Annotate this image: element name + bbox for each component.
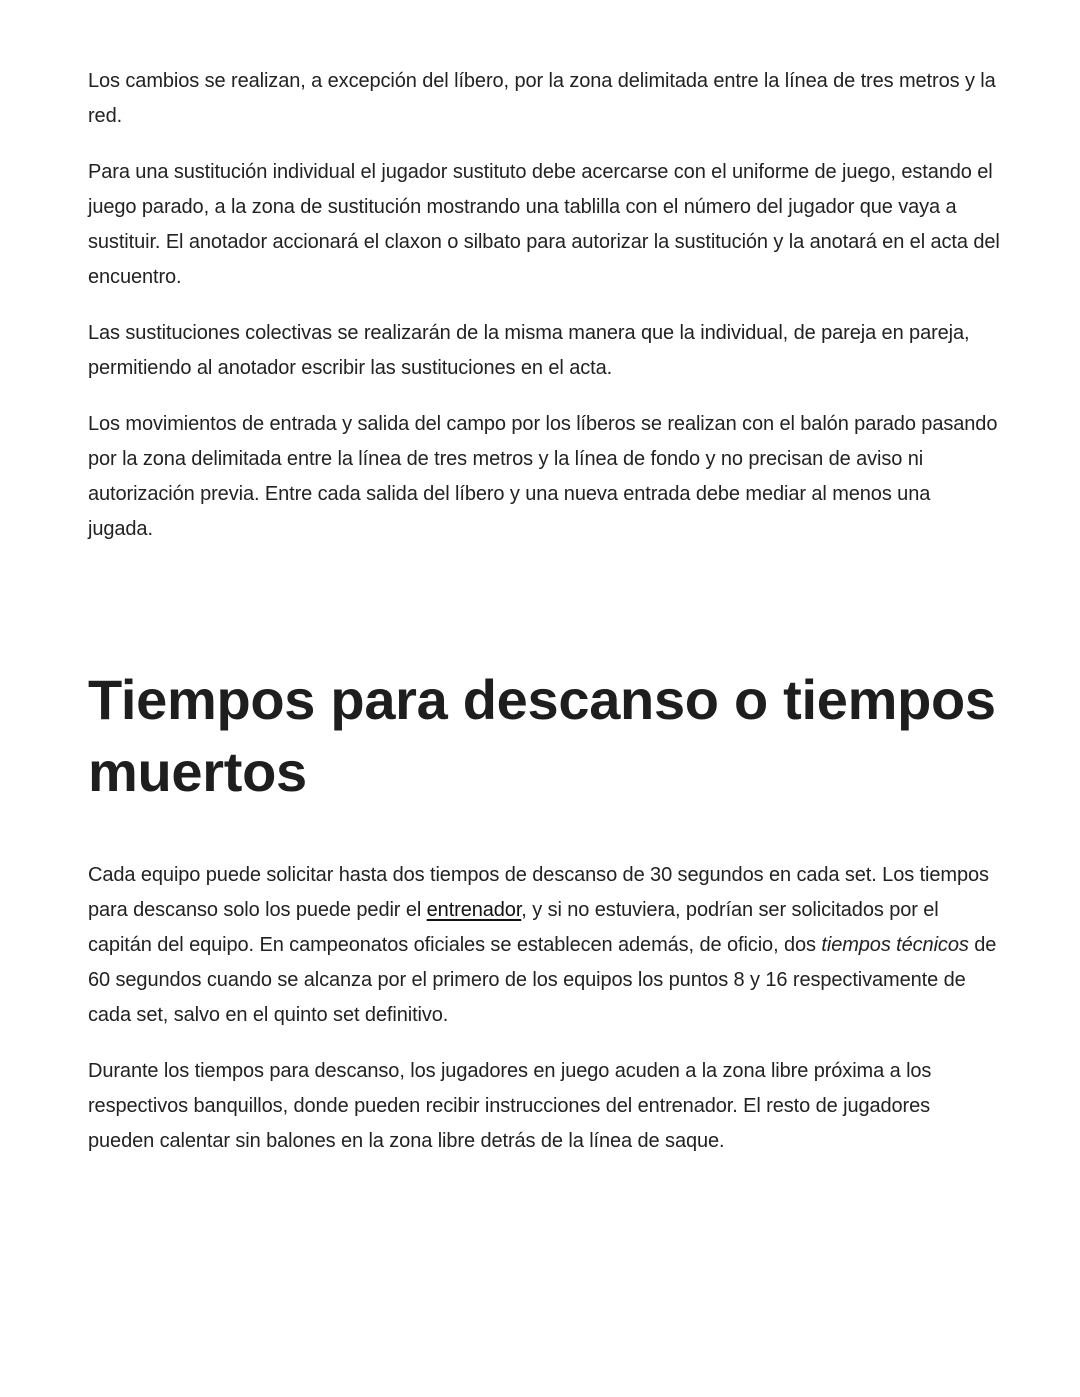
section-heading: Tiempos para descanso o tiempos muertos (88, 668, 996, 803)
paragraph-timeout-rules (88, 858, 1000, 1033)
text-segment: , y si no estuviera, podrían ser solicitados por el capitán del equipo. En campeonatos oficiales se establecen además, de oficio, dos (88, 899, 939, 956)
paragraph-libero-movements: Los movimientos de entrada y salida del campo por los líberos se realizan con el balón parado pasando por la zona delimitada entre la línea de tres metros y la línea de fondo y no precisan de aviso ni autorización previa. Entre cada salida del líbero y una nueva entrada debe mediar al menos una jugada. (88, 413, 998, 540)
text-segment: Cada equipo puede solicitar hasta dos tiempos de descanso de 30 segundos en cada set. Los tiempos para descanso solo los puede pedir el (88, 864, 989, 921)
substitutions-section (88, 64, 1000, 547)
timeouts-section (88, 664, 1000, 1180)
paragraph-substitution-zone: Los cambios se realizan, a excepción del líbero, por la zona delimitada entre la línea de tres metros y la red. (88, 70, 996, 127)
paragraph-collective-substitution: Las sustituciones colectivas se realizarán de la misma manera que la individual, de pareja en pareja, permitiendo al anotador escribir las sustituciones en el acta. (88, 322, 970, 379)
article-content (88, 64, 1000, 1152)
entrenador-link[interactable]: entrenador (426, 899, 522, 921)
text-segment: de 60 segundos cuando se alcanza por el primero de los equipos los puntos 8 y 16 respectivamente de cada set, salvo en el quinto set definitivo. (88, 934, 997, 1026)
paragraph-individual-substitution: Para una sustitución individual el jugador sustituto debe acercarse con el uniforme de juego, estando el juego parado, a la zona de sustitución mostrando una tablilla con el número del jugador que vaya a sustituir. El anotador accionará el claxon o silbato para autorizar la sustitución y la anotará en el acta del encuentro. (88, 161, 1000, 288)
emphasized-term: tiempos técnicos (821, 934, 969, 956)
paragraph-timeout-behavior: Durante los tiempos para descanso, los jugadores en juego acuden a la zona libre próxima a los respectivos banquillos, donde pueden recibir instrucciones del entrenador. El resto de jugadores pueden calentar sin balones en la zona libre detrás de la línea de saque. (88, 1060, 932, 1152)
